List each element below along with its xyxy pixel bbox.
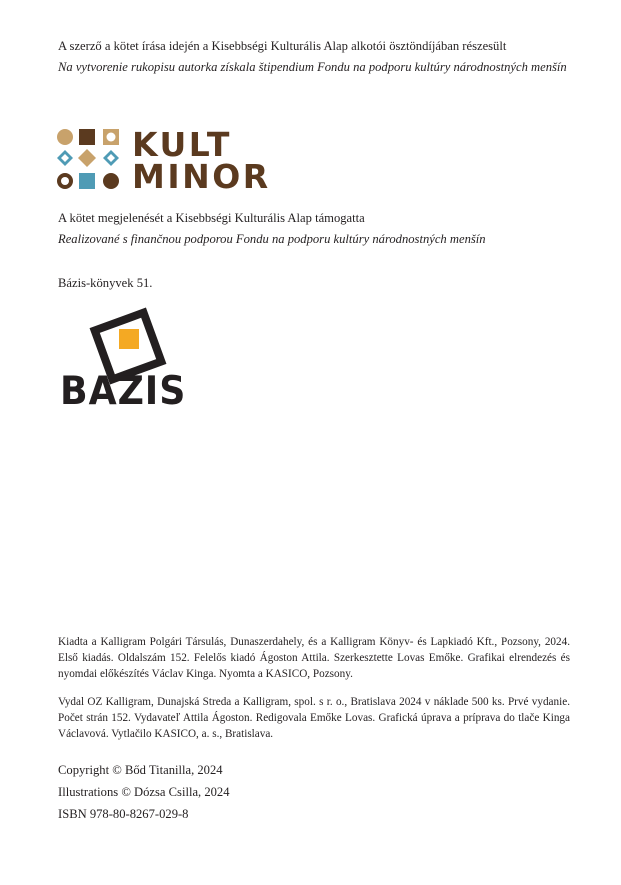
bazis-logo-text: BAZIS (60, 369, 187, 414)
kultminor-logo (56, 125, 272, 196)
publication-support-hu: A kötet megjelenését a Kisebbségi Kulturális Alap támogatta (58, 211, 365, 225)
kultminor-logo-line2: MINOR (132, 157, 271, 196)
support-note-sk: Na vytvorenie rukopisu autorka získala štipendium Fondu na podporu kultúry národnostných menšín (58, 60, 567, 74)
illustrations-credit: Illustrations © Dózsa Csilla, 2024 (58, 785, 230, 799)
kultminor-mosaic-icon (56, 128, 120, 192)
bazis-logo (58, 306, 200, 414)
support-note-hu: A szerző a kötet írása idején a Kisebbségi Kulturális Alap alkotói ösztöndíjában részesült (58, 39, 507, 53)
copyright: Copyright © Bőd Titanilla, 2024 (58, 763, 223, 777)
series-label: Bázis-könyvek 51. (58, 276, 153, 290)
imprint-sk: Vydal OZ Kalligram, Dunajská Streda a Kalligram, spol. s r. o., Bratislava 2024 v náklade 500 ks. Prvé vydanie. Počet strán 152. Vydavateľ Attila Ágoston. Redigovala Emőke Lovas. Grafická úprava a príprava do tlače Kinga Václavová. Vytlačilo KASICO, a. s., Bratislava. (58, 696, 570, 741)
publication-support-sk: Realizované s finančnou podporou Fondu na podporu kultúry národnostných menšín (58, 232, 486, 246)
isbn: ISBN 978-80-8267-029-8 (58, 807, 189, 821)
imprint-hu: Kiadta a Kalligram Polgári Társulás, Dunaszerdahely, és a Kalligram Könyv- és Lapkiadó Kft., Pozsony, 2024. Első kiadás. Oldalszám 152. Felelős kiadó Ágoston Attila. Szerkesztette Lovas Emőke. Grafikai elrendezés és nyomdai előkészítés Václav Kinga. Nyomta a KASICO, Pozsony. (58, 636, 570, 681)
kultminor-logo-line1: KULT (132, 125, 232, 164)
